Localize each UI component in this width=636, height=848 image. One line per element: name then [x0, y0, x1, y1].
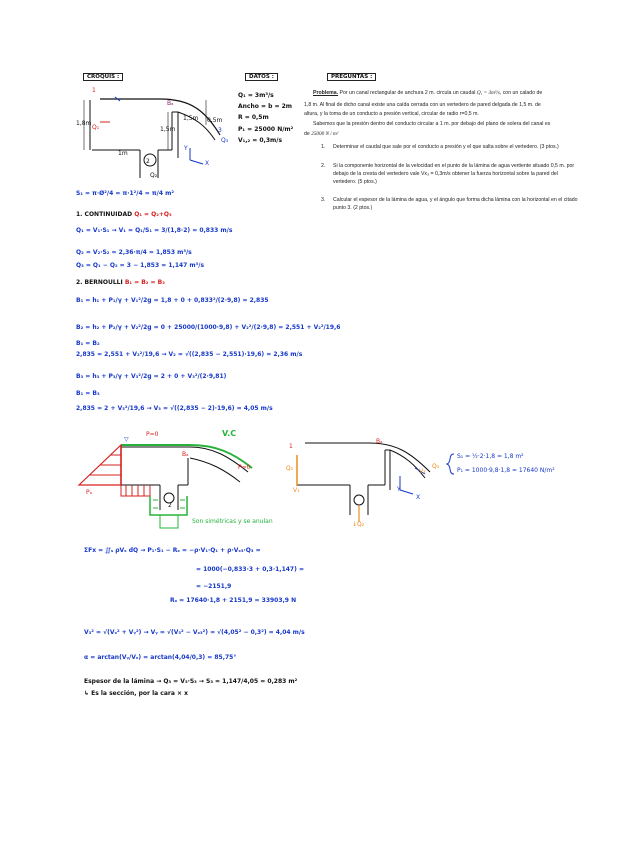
momentum-2: = 1000(−0,833·3 + 0,3·1,147) = [196, 566, 304, 573]
sketch-2-control-volume [79, 445, 252, 528]
calc-area: S₁ = π·Ø²/4 = π·1²/4 = π/4 m² [76, 190, 174, 197]
brace [447, 454, 454, 474]
sketch1-height-2: 1,5m [160, 126, 176, 133]
problem-pressure: 25000 N / m² [311, 131, 339, 137]
item-number-2: 2. [321, 163, 326, 169]
sketch2-p0-2: P=0 [238, 464, 251, 471]
sketch2-vc: V.C [222, 429, 237, 438]
momentum-4: Rₓ = 17640·1,8 + 2151,9 = 33903,9 N [170, 597, 297, 604]
sketch2-note: Son simétricas y se anulan [192, 518, 273, 525]
continuity-equation: Q₁ = Q₂+Q₃ [134, 211, 172, 218]
momentum-1: ΣFx = ∬ₛ ρVₓ dQ → P₁·S₁ − Rₓ = −ρ·V₁·Q₁ + ρ·Vₓ₃·Q₃ = [84, 547, 261, 554]
sketch1-label-q1: Q₁ [92, 124, 100, 131]
sketch2-p0: P=0 [146, 431, 159, 438]
sketch2-label-2: 2 [168, 502, 172, 509]
sketch1-label-2: 2 [146, 158, 150, 165]
side-equation-2: P₁ = 1000·9,8·1,8 = 17640 N/m² [457, 467, 555, 474]
problem-text-1: Por un canal rectangular de anchura 2 m. circula un caudal [339, 90, 476, 96]
sketch3-axis-y: Y [397, 486, 401, 493]
sketch1-label-ba: Bₐ [167, 100, 174, 107]
sketch-1-channel [90, 97, 223, 178]
problem-caudal: Q₁ = 3m³/s [476, 90, 500, 96]
problem-title: Problema. [313, 90, 339, 96]
sketch3-v1: V₁ [293, 487, 300, 494]
sketch2-ba: Bₐ [182, 451, 189, 458]
dato-r: R = 0,5m [238, 114, 269, 121]
final-2: α = arctan(Vᵧ/Vₓ) = arctan(4,04/0,3) = 85,75° [84, 654, 237, 661]
sketch1-height-4: 1m [118, 150, 128, 157]
problem-item-2: Si la componente horizontal de la velocidad en el punto de la lámina de agua vertiente situado 0,5 m. por debajo de la cresta del vertedero vale Vx₃ = 0,3m/s obtener la fuerza horizontal sobre la pared del vertedero. (5 ptos.) [333, 163, 575, 186]
bernoulli-7: 2,835 = 2 + V₃²/19,6 → V₃ = √((2,835 − 2)·19,6) = 4,05 m/s [76, 405, 273, 412]
sketch2-surface: ▽ [124, 436, 129, 443]
bernoulli-5: B₃ = h₃ + P₃/γ + V₃²/2g = 2 + 0 + V₃²/(2·9,81) [76, 373, 227, 380]
sketch1-height-1: 1,8m [76, 120, 92, 127]
bernoulli-4: 2,835 = 2,551 + V₂²/19,6 → V₂ = √((2,835 − 2,551)·19,6) = 2,36 m/s [76, 351, 303, 358]
sketch1-axis-y: Y [184, 145, 188, 152]
sketch1-label-q3: Q₃ [221, 137, 229, 144]
header-preguntas: PREGUNTAS : [327, 73, 376, 81]
continuity-title [76, 211, 172, 218]
continuity-title-text: 1. CONTINUIDAD [76, 211, 133, 218]
item-number-3: 3. [321, 197, 326, 203]
bernoulli-equation: B₁ = B₂ = B₃ [124, 279, 165, 286]
final-4: ↳ Es la sección, por la cara × x [84, 690, 188, 697]
dato-q1: Q₁ = 3m³/s [238, 92, 274, 99]
header-datos: DATOS : [245, 73, 278, 81]
final-1: V₃² = √(Vₓ² + Vᵧ²) → Vᵧ = √(V₃² − Vₓ₃²) = √(4,05² − 0,3²) = 4,04 m/s [84, 629, 305, 636]
final-3: Espesor de la lámina → Q₃ = V₃·S₃ → S₃ = 1,147/4,05 = 0,283 m² [84, 678, 298, 685]
sketch1-width: 0,5m [207, 117, 223, 124]
problem-text-1b: , con un calado de [499, 90, 543, 96]
dato-p1: P₁ = 25000 N/m² [238, 126, 294, 133]
sketch1-height-3: 1,5m [183, 115, 199, 122]
problem-item-1: Determinar el caudal que sale por el conducto a presión y el que salta sobre el vertedero. (3 ptos.) [333, 144, 559, 150]
sketch3-q1: Q₁ [286, 465, 294, 472]
sketch3-axis-x: X [416, 494, 421, 501]
momentum-3: = −2151,9 [196, 583, 232, 590]
sketch1-label-q2: Q₂ [150, 172, 158, 179]
problem-line-5 [304, 130, 338, 138]
problem-item-3: Calcular el espesor de la lámina de agua, y el ángulo que forma dicha lámina con la horizontal en el citado punto 3. (2 ptos.) [333, 197, 578, 212]
sketch1-label-3: 3 [218, 127, 222, 134]
sketch3-ba: Bₐ [376, 438, 383, 445]
header-croquis: CROQUIS : [83, 73, 123, 81]
problem-line-1 [313, 89, 542, 97]
bernoulli-title-text: 2. BERNOULLI [76, 279, 123, 286]
problem-text-5a: de [304, 131, 310, 137]
sketch3-v3: V₃ [419, 468, 426, 475]
problem-line-3: altura, y la toma de un conducto a presión vertical, circular de radio r=0,5 m. [304, 111, 479, 117]
sketch1-label-1: 1 [92, 87, 96, 94]
sketch3-q2: ↓Q₂ [352, 521, 365, 528]
bernoulli-2: B₂ = h₂ + P₂/γ + V₂²/2g = 0 + 25000/(1000·9,8) + V₂²/(2·9,8) = 2,551 + V₂²/19,6 [76, 324, 341, 331]
bernoulli-3: B₁ = B₂ [76, 340, 100, 347]
sketch-3-forces [297, 443, 430, 522]
dato-v: V₁,₂ = 0,3m/s [238, 137, 283, 144]
sketch1-axis-x: X [205, 160, 210, 167]
bernoulli-1: B₁ = h₁ + P₁/γ + V₁²/2g = 1,8 + 0 + 0,833²/(2·9,8) = 2,835 [76, 297, 269, 304]
sketch3-q3: Q₃ [432, 463, 440, 470]
sketch2-pa: Pₐ [86, 489, 92, 496]
continuity-2: Q₂ = V₂·S₂ = 2,36·π/4 = 1,853 m³/s [76, 249, 192, 256]
continuity-3: Q₃ = Q₁ − Q₂ = 3 − 1,853 = 1,147 m³/s [76, 262, 205, 269]
bernoulli-title [76, 279, 165, 286]
continuity-1: Q₁ = V₁·S₁ → V₁ = Q₁/S₁ = 3/(1,8·2) = 0,833 m/s [76, 227, 233, 234]
problem-line-4: Sabemos que la presión dentro del conducto circular a 1 m. por debajo del plano de solera del canal es [313, 121, 551, 127]
side-equation-1: S₁ = ½·2·1,8 = 1,8 m² [457, 453, 524, 460]
problem-line-2: 1,8 m. Al final de dicho canal existe una caída cerrada con un vertedero de pared delgada de 1,5 m. de [304, 102, 541, 108]
dato-ancho: Ancho = b = 2m [238, 103, 292, 110]
bernoulli-6: B₁ = B₃ [76, 390, 100, 397]
item-number-1: 1. [321, 144, 326, 150]
sketch3-label-1: 1 [289, 443, 293, 450]
